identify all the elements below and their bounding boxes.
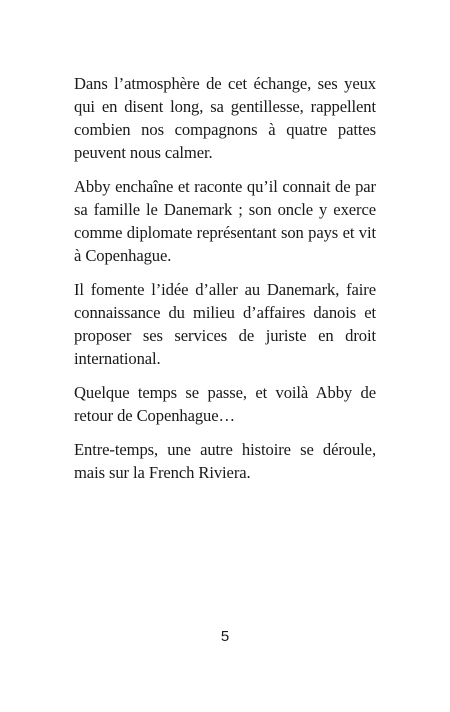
- paragraph-1: Dans l’atmosphère de cet échange, ses yeux qui en disent long, sa gentillesse, rappellent combien nos compagnons à quatre pattes peuvent nous calmer.: [74, 74, 376, 162]
- paragraph-3: Il fomente l’idée d’aller au Danemark, faire connaissance du milieu d’affaires danois et proposer ses services de juriste en droit international.: [74, 280, 376, 368]
- paragraph-4: Quelque temps se passe, et voilà Abby de retour de Copenhague…: [74, 383, 376, 425]
- paragraph-2: Abby enchaîne et raconte qu’il connait de par sa famille le Danemark ; son oncle y exerce comme diplomate représentant son pays et vit à Copenhague.: [74, 177, 376, 265]
- body-text: [74, 72, 376, 495]
- paragraph-5: Entre-temps, une autre histoire se déroule, mais sur la French Riviera.: [74, 440, 376, 482]
- page-number: 5: [220, 628, 230, 645]
